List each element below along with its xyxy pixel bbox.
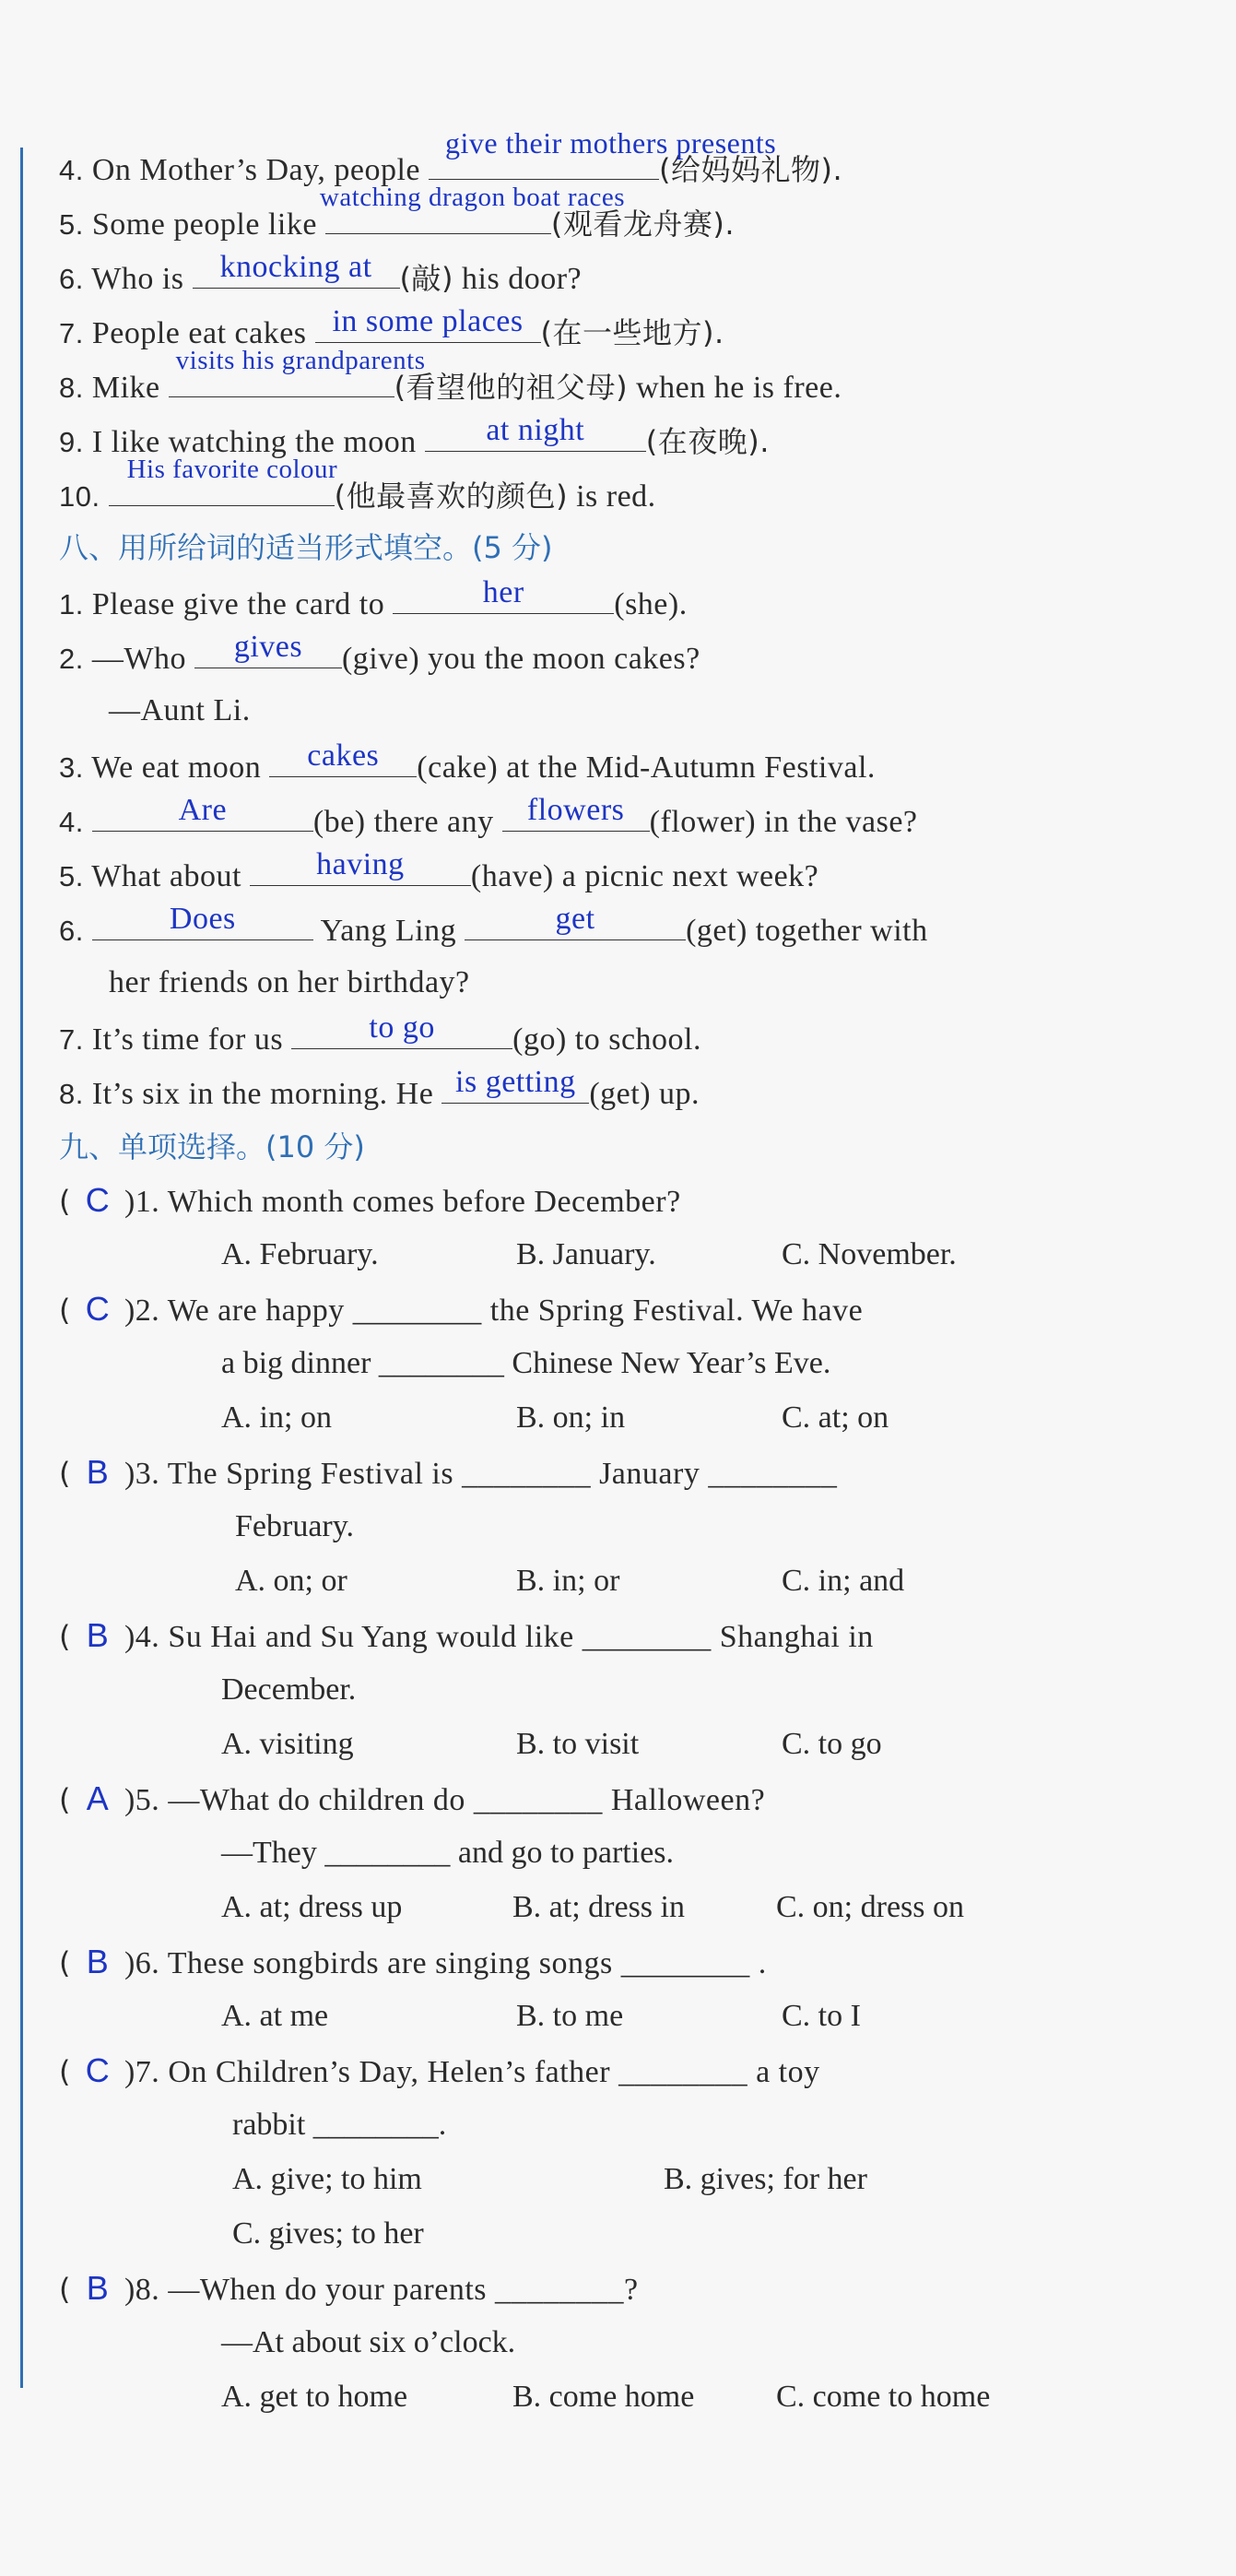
s8-item-5: 5. What about having (have) a picnic next week? [59,847,819,893]
answer-blank: get [465,908,686,940]
s7-item-5: 5. Some people like watching dragon boat races (观看龙舟赛). [59,183,736,242]
s7-item-6: 6. Who is knocking at (敲) his door? [59,250,583,296]
answer-blank: gives [194,636,342,668]
option-b: B. January. [516,1237,656,1271]
option-b: B. in; or [516,1564,620,1598]
option-a: A. at me [221,1999,329,2033]
question-line: December. [221,1672,357,1707]
choice-answer: B [86,1453,110,1491]
s8-item-2-reply: —Aunt Li. [109,693,251,727]
option-c: C. in; and [782,1564,905,1598]
choice-answer: B [86,2269,110,2307]
answer-blank: visits his grandparents [169,365,394,397]
answer-blank: having [250,854,471,886]
option-b: B. come home [512,2380,695,2414]
s7-item-7: 7. People eat cakes in some places (在一些地方). [59,304,724,350]
s7-item-8: 8. Mike visits his grandparents (看望他的祖父母) when he is free. [59,346,842,405]
answer-blank: cakes [269,745,417,777]
answer-blank: His favorite colour [109,474,335,506]
option-b: B. at; dress in [512,1890,685,1924]
option-a: A. visiting [221,1727,354,1761]
s8-item-4: 4. Are (be) there any flowers (flower) in the vase? [59,793,918,839]
s8-item-8: 8. It’s six in the morning. He is getting (get) up. [59,1065,700,1111]
s9-q5: ( A )5. —What do children do ________ Halloween? [59,1779,766,1817]
option-b: B. on; in [516,1400,626,1435]
answer-blank: at night [425,419,646,452]
option-a: A. February. [221,1237,379,1271]
choice-answer: B [86,1616,110,1654]
answer-blank: Does [92,908,313,940]
s9-q6: ( B )6. These songbirds are singing songs ________ . [59,1943,767,1980]
answer-blank: Are [92,799,313,832]
option-c: C. November. [782,1237,957,1271]
s7-item-10: 10. His favorite colour (他最喜欢的颜色) is red. [59,455,656,514]
answer-blank: in some places [315,311,541,343]
answer-blank: knocking at [193,256,400,289]
s8-item-2: 2. —Who gives (give) you the moon cakes? [59,630,700,676]
option-c: C. come to home [776,2380,991,2414]
section9-heading: 九、单项选择。(10 分) [59,1129,365,1164]
s8-item-7: 7. It’s time for us to go (go) to school. [59,1010,701,1057]
choice-answer: A [86,1779,110,1817]
question-line: —They ________ and go to parties. [221,1836,675,1870]
question-line: —At about six o’clock. [221,2325,516,2359]
option-c: C. at; on [782,1400,889,1435]
s8-item-3: 3. We eat moon cakes (cake) at the Mid-Autumn Festival. [59,739,876,785]
s9-q1: ( C )1. Which month comes before December? [59,1181,681,1219]
option-c: C. gives; to her [232,2216,424,2251]
s7-item-4: 4. On Mother’s Day, people give their mothers presents (给妈妈礼物). [59,126,843,187]
answer-blank: her [393,582,614,614]
option-b: B. to visit [516,1727,640,1761]
s9-q3: ( B )3. The Spring Festival is ________ January ________ [59,1453,838,1491]
question-line: rabbit ________. [232,2108,447,2142]
choice-answer: C [85,2051,111,2089]
option-a: A. in; on [221,1400,332,1435]
option-a: A. give; to him [232,2162,422,2196]
s9-q4: ( B )4. Su Hai and Su Yang would like ________ Shanghai in [59,1616,874,1654]
option-b: B. gives; for her [664,2162,867,2196]
s7-item-9: 9. I like watching the moon at night (在夜晚). [59,413,770,459]
s9-q7: ( C )7. On Children’s Day, Helen’s father ________ a toy [59,2051,820,2089]
option-a: A. at; dress up [221,1890,403,1924]
option-a: A. on; or [235,1564,347,1598]
option-a: A. get to home [221,2380,408,2414]
answer-blank: is getting [441,1071,589,1104]
option-c: C. on; dress on [776,1890,964,1924]
question-line: a big dinner ________ Chinese New Year’s Eve. [221,1346,831,1380]
answer-blank: give their mothers presents [429,148,659,180]
option-c: C. to I [782,1999,861,2033]
choice-answer: C [85,1181,111,1219]
option-b: B. to me [516,1999,624,2033]
choice-answer: C [85,1290,111,1328]
s9-q8: ( B )8. —When do your parents ________? [59,2269,639,2307]
s8-item-6: 6. Does Yang Ling get (get) together with [59,902,928,948]
s8-item-1: 1. Please give the card to her (she). [59,575,688,621]
margin-rule [20,148,23,2388]
option-c: C. to go [782,1727,882,1761]
answer-blank: to go [291,1017,512,1049]
answer-blank: watching dragon boat races [325,202,551,234]
question-line: February. [235,1509,355,1543]
choice-answer: B [86,1943,110,1980]
s9-q2: ( C )2. We are happy ________ the Spring Festival. We have [59,1290,864,1328]
section8-heading: 八、用所给词的适当形式填空。(5 分) [59,530,553,565]
answer-blank: flowers [502,799,650,832]
s8-item-6-cont: her friends on her birthday? [109,965,470,999]
